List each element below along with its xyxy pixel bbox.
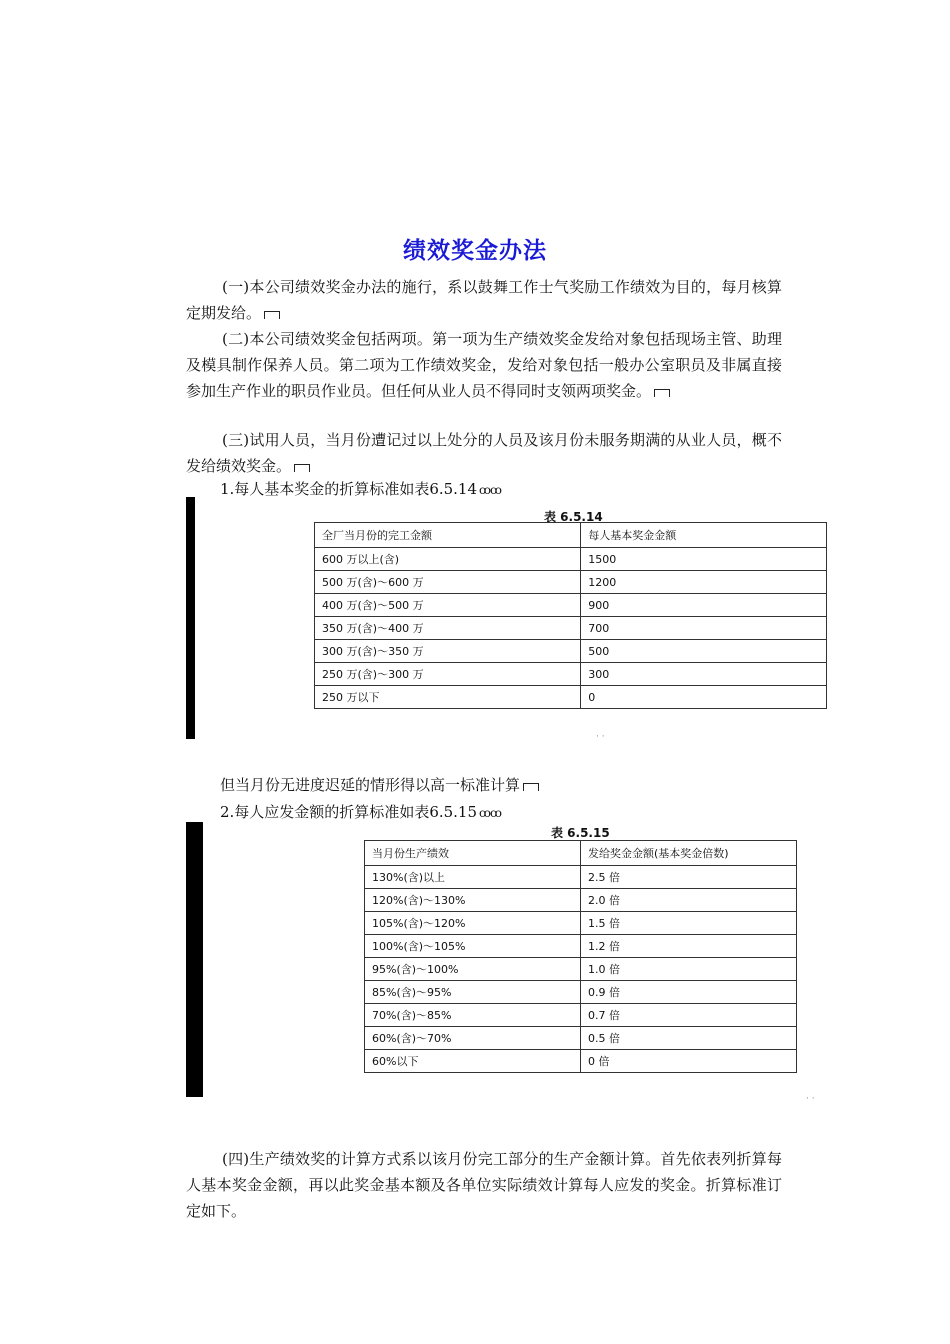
table-cell: 900 (581, 594, 827, 617)
table-cell: 95%(含)～100% (365, 958, 581, 981)
table-row (315, 571, 827, 594)
paragraph-1 (186, 274, 782, 326)
table-row (365, 1050, 797, 1073)
table-row (315, 617, 827, 640)
link-mark-icon: ꝏꝏ (479, 806, 502, 820)
item-1-text: 1.每人基本奖金的折算标准如表6.5.14 (220, 480, 478, 498)
page-title: 绩效奖金办法 (403, 237, 547, 264)
table-cell: 0.7 倍 (581, 1004, 797, 1027)
note-1-text: 但当月份无进度迟延的情形得以高一标准计算 (220, 776, 521, 794)
table-row (365, 1027, 797, 1050)
paragraph-4 (186, 1146, 782, 1224)
table-cell: 0.9 倍 (581, 981, 797, 1004)
table-row (315, 686, 827, 709)
item-2 (220, 801, 501, 824)
table-cell: 250 万以下 (315, 686, 581, 709)
table-cell: 350 万(含)～400 万 (315, 617, 581, 640)
paragraph-1-text: (一)本公司绩效奖金办法的施行，系以鼓舞工作士气奖励工作绩效为目的，每月核算定期发给。 (186, 278, 782, 322)
table-cell: 1500 (581, 548, 827, 571)
scan-speck: · · (596, 732, 605, 742)
table-cell: 700 (581, 617, 827, 640)
table-cell: 2.5 倍 (581, 866, 797, 889)
scan-edge-bar (186, 497, 195, 739)
table-header-cell: 全厂当月份的完工金额 (315, 523, 581, 548)
paragraph-4-text: (四)生产绩效奖的计算方式系以该月份完工部分的生产金额计算。首先依表列折算每人基本奖金金额，再以此奖金基本额及各单位实际绩效计算每人应发的奖金。折算标准订定如下。 (186, 1150, 782, 1220)
table-cell: 60%(含)～70% (365, 1027, 581, 1050)
table-cell: 0.5 倍 (581, 1027, 797, 1050)
table-cell: 500 万(含)～600 万 (315, 571, 581, 594)
table-cell: 600 万以上(含) (315, 548, 581, 571)
table-2-caption: 表 6.5.15 (551, 826, 610, 840)
table-row (365, 935, 797, 958)
paragraph-mark-icon (294, 464, 310, 472)
table-header-cell: 每人基本奖金金额 (581, 523, 827, 548)
table-cell: 120%(含)～130% (365, 889, 581, 912)
table-row (315, 640, 827, 663)
paragraph-mark-icon (654, 389, 670, 397)
table-cell: 1.5 倍 (581, 912, 797, 935)
link-mark-icon: ꝏꝏ (479, 483, 502, 497)
table-cell: 1200 (581, 571, 827, 594)
table-cell: 1.0 倍 (581, 958, 797, 981)
table-cell: 2.0 倍 (581, 889, 797, 912)
table-header-row (315, 523, 827, 548)
table-row (365, 1004, 797, 1027)
table-cell: 1.2 倍 (581, 935, 797, 958)
table-cell: 130%(含)以上 (365, 866, 581, 889)
table-row (365, 889, 797, 912)
table-header-row (365, 841, 797, 866)
table-header-cell: 发给奖金金额(基本奖金倍数) (581, 841, 797, 866)
table-row (365, 958, 797, 981)
paragraph-3-text: (三)试用人员，当月份遭记过以上处分的人员及该月份未服务期满的从业人员，概不发给绩效奖金。 (186, 431, 782, 475)
table-cell: 500 (581, 640, 827, 663)
table-6-5-15 (364, 840, 797, 1073)
table-row (315, 548, 827, 571)
table-1-caption: 表 6.5.14 (544, 510, 603, 524)
table-row (315, 663, 827, 686)
table-cell: 400 万(含)～500 万 (315, 594, 581, 617)
table-header-cell: 当月份生产绩效 (365, 841, 581, 866)
table-row (365, 866, 797, 889)
table-cell: 300 (581, 663, 827, 686)
table-cell: 85%(含)～95% (365, 981, 581, 1004)
table-cell: 100%(含)～105% (365, 935, 581, 958)
note-1 (220, 774, 539, 796)
table-cell: 60%以下 (365, 1050, 581, 1073)
scan-speck: · · (806, 1094, 815, 1104)
table-row (315, 594, 827, 617)
table-cell: 0 (581, 686, 827, 709)
scan-edge-bar (186, 822, 203, 1097)
table-cell: 300 万(含)～350 万 (315, 640, 581, 663)
table-row (365, 912, 797, 935)
table-row (365, 981, 797, 1004)
paragraph-mark-icon (523, 783, 539, 791)
item-2-text: 2.每人应发金额的折算标准如表6.5.15 (220, 803, 478, 821)
paragraph-2 (186, 326, 782, 404)
table-cell: 70%(含)～85% (365, 1004, 581, 1027)
item-1 (220, 478, 501, 501)
paragraph-3 (186, 427, 782, 479)
paragraph-2-text: (二)本公司绩效奖金包括两项。第一项为生产绩效奖金发给对象包括现场主管、助理及模具制作保养人员。第二项为工作绩效奖金，发给对象包括一般办公室职员及非属直接参加生产作业的职员作业员。但任何从业人员不得同时支领两项奖金。 (186, 330, 782, 400)
table-cell: 250 万(含)～300 万 (315, 663, 581, 686)
table-cell: 105%(含)～120% (365, 912, 581, 935)
table-6-5-14 (314, 522, 827, 709)
table-cell: 0 倍 (581, 1050, 797, 1073)
paragraph-mark-icon (264, 311, 280, 319)
